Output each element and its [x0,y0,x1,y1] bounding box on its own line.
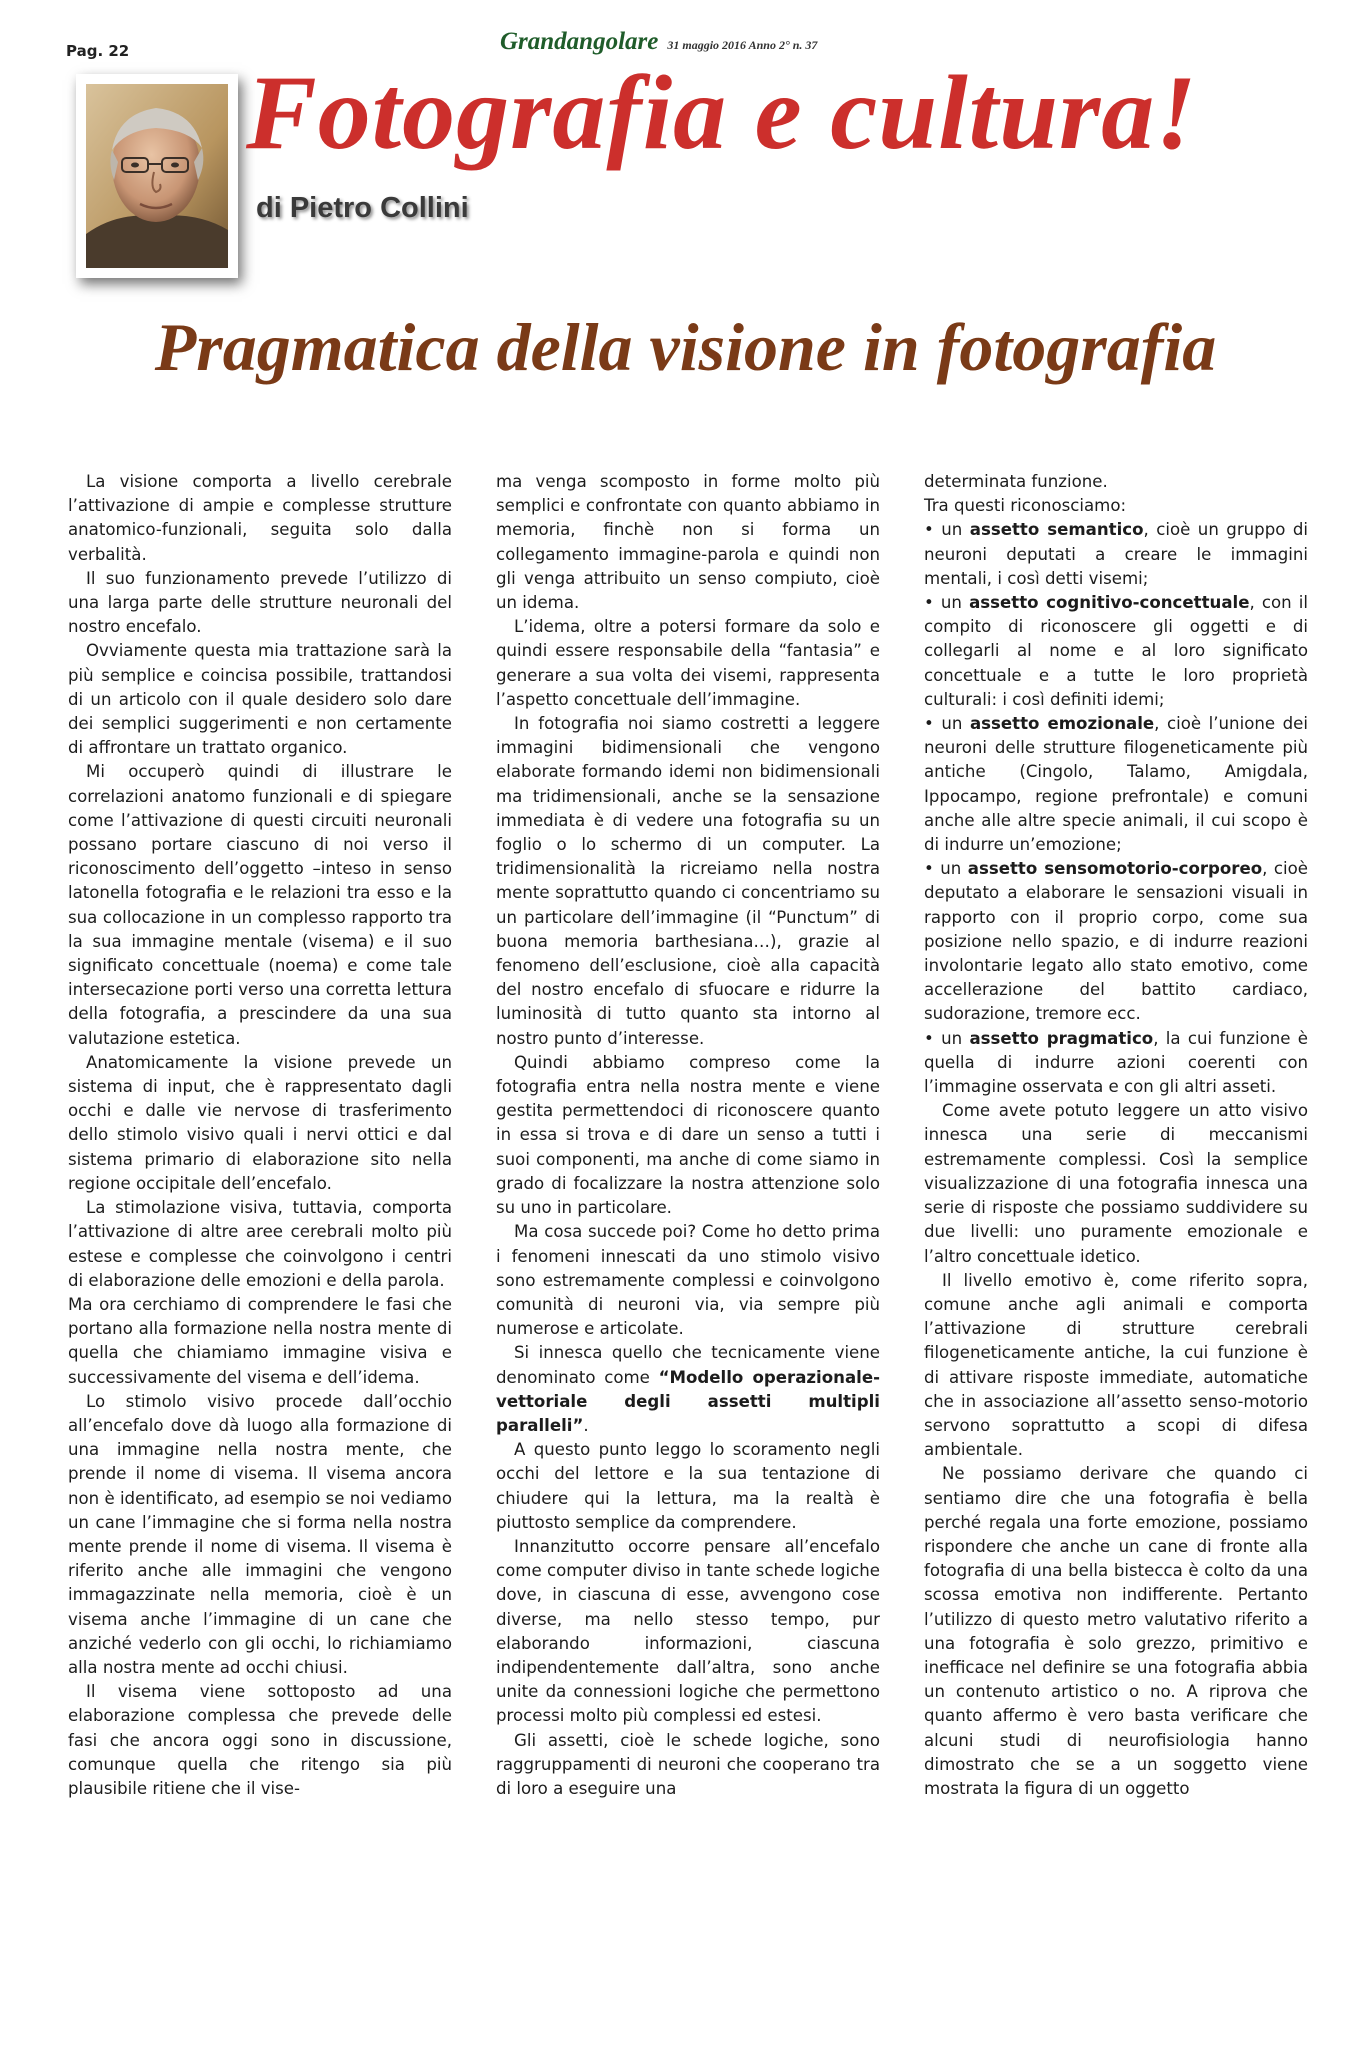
paragraph: Come avete potuto leggere un atto visivo innesca una serie di meccanismi estremamente complessi. Così la semplice visualizzazione di una fotografia innesca una serie di risposte che possiamo suddividere su due livelli: uno puramente emozionale e l’altro concettuale idetico. [924,1101,1308,1266]
text: Si innesca quello che tecnicamente viene denominato come [496,1343,880,1387]
paragraph: Anatomicamente la visione prevede un sistema di input, che è rappresentato dagli occhi e dalle vie nervose di trasferimento dello stimolo visivo quali i nervi ottici e dal sistema primario di elaborazione sito nella regione occipitale dell’encefalo. [68,1052,452,1193]
bullet: • un [924,520,970,540]
column-3 [924,470,1308,2030]
term: assetto emozionale [969,714,1155,734]
publication-name: Grandangolare [500,28,659,55]
term: assetto sensomotorio-corporeo [967,859,1263,879]
paragraph: L’idema, oltre a potersi formare da solo e quindi essere responsabile della “fantasia” e generare a sua volta dei visemi, rappresenta l’aspetto concettuale dell’immagine. [496,617,880,709]
column-2 [496,470,880,2030]
page-number: Pag. 22 [66,42,130,60]
text: , cioè l’unione dei neuroni delle strutture filogeneticamente più antiche (Cingolo, Talamo, Amigdala, Ippocampo, regione prefrontale) e comuni anche alle altre specie animali, il cui scopo è di indurre un’emozione; [924,714,1308,855]
paragraph: Gli assetti, cioè le schede logiche, sono raggruppamenti di neuroni che cooperano tra di loro a eseguire una [496,1730,880,1798]
list-item [924,1027,1308,1100]
list-item [924,591,1308,712]
paragraph: Ma ora cerchiamo di comprendere le fasi che portano alla formazione nella nostra mente di quella che chiamiamo immagine visiva e successivamente del visema e dell’idema. [68,1294,452,1387]
author-byline: di Pietro Collini [256,192,469,224]
article-subtitle: Pragmatica della visione in fotografia [154,309,1217,385]
paragraph: Lo stimolo visivo procede dall’occhio all’encefalo dove dà luogo alla formazione di una immagine nella nostra mente, che prende il nome di visema. Il visema ancora non è identificato, ad esempio se noi vediamo un cane l’immagine che si forma nella nostra mente prende il nome di visema. Il visema è riferito anche alle immagini che vengono immagazzinate nella memoria, cioè è un visema anche l’immagine di un cane che anziché vederlo con gli occhi, lo richiamiamo alla nostra mente ad occhi chiusi. [68,1391,452,1677]
list-item [924,712,1308,857]
term: assetto cognitivo-concettuale [969,593,1250,613]
issue-info: 31 maggio 2016 Anno 2° n. 37 [667,38,818,52]
author-photo-frame [76,74,238,278]
paragraph: Ne possiamo derivare che quando ci sentiamo dire che una fotografia è bella perché regala una forte emozione, possiamo rispondere che anche un cane di fronte alla fotografia di una bella bistecca è colto da una scossa emotiva non indifferente. Pertanto l’utilizzo di questo metro valutativo riferito a una fotografia è solo grezzo, primitivo e inefficace nel definire se una fotografia abbia un contenuto artistico o no. A riprova che quanto affermo è vero basta verificare che alcuni studi di neurofisiologia hanno dimostrato che se a un soggetto viene mostrata la figura di un oggetto [924,1464,1308,1798]
paragraph: determinata funzione. [924,472,1108,491]
term: assetto semantico [969,520,1144,540]
bullet: • un [924,714,970,734]
paragraph: Mi occuperò quindi di illustrare le correlazioni anatomo funzionali e di spiegare come l’attivazione di questi circuiti neuronali possano portare ciascuno di noi verso il riconoscimento dell’oggetto –inteso in senso latonella fotografia e le relazioni tra esso e la sua collocazione in un complesso rapporto tra la sua immagine mentale (visema) e il suo significato concettuale (noema) e come tale intersecazione porti verso una corretta lettura della fotografia, a prescindere da una sua valutazione estetica. [68,762,452,1048]
text: , cioè deputato a elaborare le sensazioni visuali in rapporto con il proprio corpo, come sua posizione nello spazio, e di indurre reazioni involontarie legato allo stato emotivo, come accellerazione del battito cardiaco, sudorazione, tremore ecc. [924,859,1308,1024]
text: , la cui funzione è quella di indurre azioni coerenti con l’immagine osservata e con gli altri asseti. [924,1028,1309,1097]
paragraph: Quindi abbiamo compreso come la fotografia entra nella nostra mente e viene gestita permettendoci di riconoscere quanto in essa si trova e di dare un senso a tutti i suoi componenti, ma anche di come siamo in grado di focalizzare la nostra attenzione solo su uno in particolare. [496,1052,880,1218]
paragraph: Tra questi riconosciamo: [924,496,1127,516]
bullet: • un [924,859,968,879]
paragraph: In fotografia noi siamo costretti a leggere immagini bidimensionali che vengono elaborate formando idemi non bidimensionali ma tridimensionali, anche se la sensazione immediata è di vedere una fotografia su un foglio o lo schermo di un computer. La tridimensionalità la ricreiamo nella nostra mente soprattutto quando ci concentriamo su un particolare dell’immagine (il “Punctum” di buona memoria barthesiana…), grazie al fenomeno dell’esclusione, cioè alla capacità del nostro encefalo di sfuocare e ridurre la luminosità di tutto quanto sta intorno al nostro punto d’interesse. [496,714,880,1048]
bullet: • un [924,1028,970,1048]
column-1 [68,470,452,2030]
list-item [924,857,1308,1026]
paragraph: Ma cosa succede poi? Come ho detto prima i fenomeni innescati da uno stimolo visivo sono estremamente complessi e coinvolgono comunità di neuroni via, via sempre più numerose e articolate. [496,1222,880,1339]
text: , con il compito di riconoscere gli oggetti e di collegarli al nome e al loro significato concettuale e a tutte le loro proprietà culturali: i così definiti idemi; [924,593,1309,709]
paragraph [496,1341,880,1438]
paragraph: Il livello emotivo è, come riferito sopra, comune anche agli animali e comporta l’attivazione di strutture cerebrali filogeneticamente antiche, la cui funzione è di attivare risposte immediate, automatiche che in associazione all’assetto senso-motorio servono soprattutto a scopi di difesa ambientale. [924,1270,1308,1460]
paragraph: Ovviamente questa mia trattazione sarà la più semplice e coincisa possibile, trattandosi di un articolo con il quale desidero solo dare dei semplici suggerimenti e non certamente di affrontare un trattato organico. [68,641,452,758]
article-body [68,470,1308,2030]
paragraph: Innanzitutto occorre pensare all’encefalo come computer diviso in tante schede logiche dove, in ciascuna di esse, avvengono cose diverse, ma nello stesso tempo, pur elaborando informazioni, ciascuna indipendentemente dall’altra, sono anche unite da connessioni logiche che permettono processi molto più complessi ed estesi. [496,1536,880,1726]
paragraph: ma venga scomposto in forme molto più semplici e confrontate con quanto abbiamo in memoria, finchè non si forma un collegamento immagine-parola e quindi non gli venga attribuito un senso compiuto, cioè un idema. [496,472,880,613]
article-title: Fotografia e cultura! [246,54,1198,171]
bullet: • un [924,593,970,613]
text: . [583,1415,589,1435]
model-name: “Modello operazionale-vettoriale degli assetti multipli paralleli” [496,1367,880,1435]
paragraph: Il visema viene sottoposto ad una elaborazione complessa che prevede delle fasi che ancora oggi sono in discussione, comunque quella che ritengo sia più plausibile ritiene che il vise- [68,1682,452,1798]
text: , cioè un gruppo di neuroni deputati a creare le immagini mentali, i così detti visemi; [924,520,1308,588]
paragraph: A questo punto leggo lo scoramento negli occhi del lettore e la sua tentazione di chiudere qui la lettura, ma la realtà è piuttosto semplice da comprendere. [496,1440,880,1532]
paragraph: Il suo funzionamento prevede l’utilizzo di una larga parte delle strutture neuronali del nostro encefalo. [68,568,452,637]
author-portrait [86,84,228,268]
paragraph: La stimolazione visiva, tuttavia, comporta l’attivazione di altre aree cerebrali molto più estese e complesse che coinvolgono i centri di elaborazione delle emozioni e della parola. [68,1198,452,1290]
list-item [924,518,1308,591]
term: assetto pragmatico [969,1028,1154,1048]
paragraph: La visione comporta a livello cerebrale l’attivazione di ampie e complesse strutture anatomico-funzionali, seguita solo dalla verbalità. [68,472,452,564]
